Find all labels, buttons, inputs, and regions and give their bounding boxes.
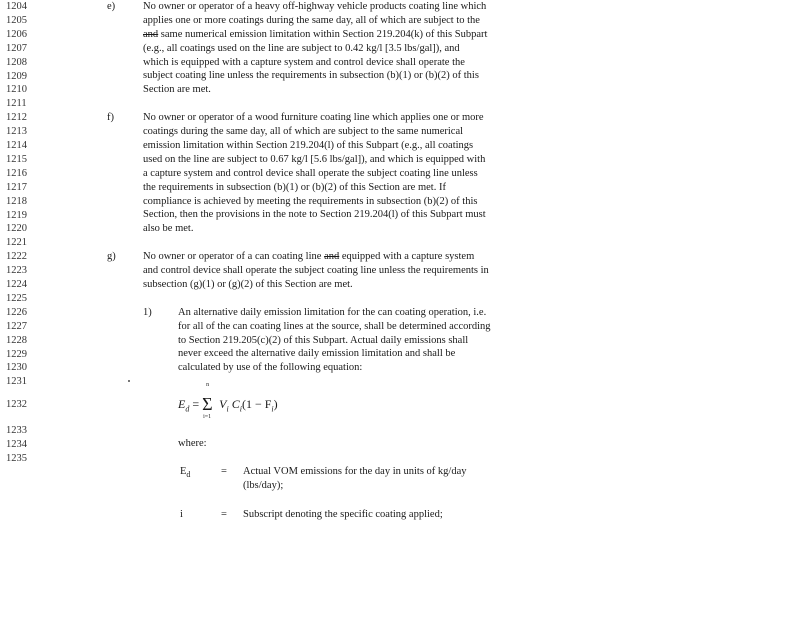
line-number: 1233 <box>6 425 27 436</box>
text-line: applies one or more coatings during the same day, all of which are subject to the <box>143 14 480 26</box>
text-line: Actual VOM emissions for the day in units of kg/day <box>243 466 467 477</box>
equation-c: C <box>231 397 240 411</box>
definition-text: Subscript denoting the specific coating applied; <box>243 509 443 520</box>
definition-symbol: i <box>180 509 183 520</box>
text-line <box>143 250 489 264</box>
section-marker-e: e) <box>107 1 116 12</box>
text-line: to Section 219.205(c)(2) of this Subpart. Actual daily emissions shall <box>178 334 469 346</box>
struck-text: and <box>324 251 340 263</box>
line-number: 1223 <box>6 265 27 277</box>
equation-v: V <box>219 397 227 411</box>
line-number: 1210 <box>6 84 27 96</box>
line-number: 1227 <box>6 320 27 332</box>
equation-c-subscript: i <box>239 404 242 414</box>
definition-symbol-text: E <box>180 466 187 477</box>
paragraph-e <box>143 0 487 97</box>
line-number: 1231 <box>6 376 27 388</box>
sigma-symbol: Σ <box>202 394 213 414</box>
text-line: a capture system and control device shall operate the subject coating line unless <box>143 167 478 179</box>
line-number: 1234 <box>6 438 27 450</box>
line-number: 1212 <box>6 112 27 124</box>
text-line: subsection (g)(1) or (g)(2) of this Section are met. <box>143 278 353 290</box>
line-number: 1219 <box>6 209 27 221</box>
text-line: (e.g., all coatings used on the line are subject to 0.42 kg/l [3.5 lbs/gal]), and <box>143 42 460 54</box>
definition-text <box>243 465 467 493</box>
line-number: 1221 <box>6 237 27 249</box>
line-number: 1222 <box>6 251 27 263</box>
text-span: No owner or operator of a can coating line <box>143 251 325 263</box>
equation-lhs: E <box>178 397 186 411</box>
text-line: No owner or operator of a wood furniture coating line which applies one or more <box>143 112 484 124</box>
equation-paren: (1 − F <box>241 397 272 411</box>
line-number: 1213 <box>6 126 27 138</box>
equation-close: ) <box>273 397 278 411</box>
equation-f-subscript: i <box>271 404 274 414</box>
line-number: 1216 <box>6 167 27 179</box>
text-line: also be met. <box>143 223 194 235</box>
line-number: 1224 <box>6 279 27 290</box>
text-line: calculated by use of the following equation: <box>178 362 363 374</box>
definition-equals: = <box>221 466 227 477</box>
line-number: 1204 <box>6 1 27 12</box>
line-number: 1217 <box>6 181 27 193</box>
text-line: Section, then the provisions in the note to Section 219.204(l) of this Subpart must <box>143 209 486 221</box>
line-number: 1220 <box>6 223 27 235</box>
struck-text: and <box>143 28 159 40</box>
line-number: 1205 <box>6 14 27 26</box>
section-marker-g: g) <box>107 251 116 263</box>
text-span: equipped with a capture system <box>339 251 475 263</box>
text-line: for all of the can coating lines at the source, shall be determined according <box>178 320 491 332</box>
definition-equals: = <box>221 509 227 520</box>
line-number: 1232 <box>6 399 27 410</box>
line-number: 1209 <box>6 70 27 82</box>
where-label: where: <box>178 438 207 449</box>
line-number: 1230 <box>6 362 27 374</box>
text-line: coatings during the same day, all of which are subject to the same numerical <box>143 126 464 138</box>
line-number: 1228 <box>6 334 27 346</box>
line-number: 1208 <box>6 56 27 68</box>
text-line: which is equipped with a capture system and control device shall operate the <box>143 56 465 68</box>
equation-equals: = <box>192 397 200 411</box>
paragraph-g1 <box>178 306 491 375</box>
equation-lhs-subscript: d <box>185 404 190 414</box>
text-line: never exceed the alternative daily emission limitation and shall be <box>178 348 456 360</box>
text-span: same numerical emission limitation within Section 219.204(k) of this Subpart <box>158 28 488 40</box>
text-line: No owner or operator of a heavy off-highway vehicle products coating line which <box>143 1 487 12</box>
line-number: 1215 <box>6 153 27 165</box>
text-line: emission limitation within Section 219.204(l) of this Subpart (e.g., all coatings <box>143 139 474 151</box>
text-line: An alternative daily emission limitation for the can coating operation, i.e. <box>178 306 487 318</box>
paragraph-g <box>143 250 489 292</box>
equation <box>178 382 278 420</box>
text-line: the requirements in subsection (b)(1) or (b)(2) of this Section are met. If <box>143 181 446 193</box>
text-line: and control device shall operate the subject coating line unless the requirements in <box>143 265 489 277</box>
line-number: 1235 <box>6 452 27 464</box>
line-number: 1206 <box>6 28 27 40</box>
text-line <box>143 28 487 42</box>
text-line: used on the line are subject to 0.67 kg/l [5.6 lbs/gal]), and which is equipped with <box>143 153 486 165</box>
paragraph-f <box>143 111 486 236</box>
line-number: 1229 <box>6 348 27 360</box>
sum-lower-limit: i=1 <box>203 414 212 420</box>
section-marker-f: f) <box>107 112 114 124</box>
equation-v-subscript: i <box>226 404 229 414</box>
stray-dot <box>128 380 130 382</box>
text-line: compliance is achieved by meeting the requirements in subsection (b)(2) of this <box>143 195 478 207</box>
line-number: 1218 <box>6 195 27 207</box>
definition-symbol <box>180 465 190 482</box>
text-line: subject coating line unless the requirements in subsection (b)(1) or (b)(2) of this <box>143 70 479 82</box>
text-line: (lbs/day); <box>243 479 284 491</box>
line-number: 1226 <box>6 306 27 318</box>
line-number: 1211 <box>6 98 27 110</box>
definition-symbol-subscript: d <box>186 470 191 480</box>
section-marker-g1: 1) <box>143 306 152 318</box>
text-line: Section are met. <box>143 84 211 96</box>
line-number: 1207 <box>6 42 27 54</box>
line-number: 1225 <box>6 292 27 304</box>
sum-upper-limit: n <box>206 382 210 388</box>
line-number: 1214 <box>6 140 27 151</box>
